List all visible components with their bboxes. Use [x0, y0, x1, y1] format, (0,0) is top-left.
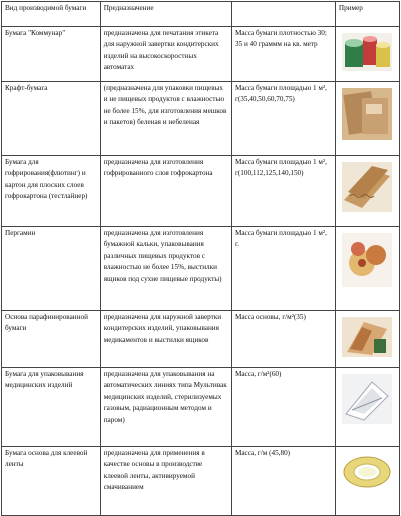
paper-purpose: предназначена для упаковывания на автоматических линиях типа Мультивак медицинских изделий, стерилизуемых газовым, радиационным методом и паром) — [100, 368, 231, 447]
paper-name: Бумага для упаковывания медицинских изделий — [2, 368, 101, 447]
paper-purpose: предназначена для применения в качестве основы в производстве клеевой ленты, активируемой смачиванием — [100, 447, 231, 516]
paper-purpose: предназначена для наружной завертки кондитерских изделий, упаковывания медикаментов и выстилки ящиков — [100, 311, 231, 368]
table-row — [2, 82, 400, 156]
header-example: Пример — [335, 2, 399, 27]
example-cell — [335, 27, 399, 82]
table-row — [2, 447, 400, 516]
paper-mass: Масса, г/м (45,80) — [231, 447, 335, 516]
paper-name: Пергамин — [2, 227, 101, 311]
table-row — [2, 27, 400, 82]
paper-name: Основа парафинированной бумаги — [2, 311, 101, 368]
paper-mass: Масса бумаги площадью 1 м², г(35,40,50,60,70,75) — [231, 82, 335, 156]
paper-rolls-image — [342, 33, 392, 71]
header-mass — [231, 2, 335, 27]
example-cell — [335, 156, 399, 227]
table-row — [2, 156, 400, 227]
paper-name: Бумага "Коммунар" — [2, 27, 101, 82]
paper-mass: Масса основы, г/м²(35) — [231, 311, 335, 368]
medical-wrap-image — [342, 374, 392, 424]
paper-name: Бумага основа для клеевой ленты — [2, 447, 101, 516]
paper-types-table — [1, 1, 400, 516]
paper-purpose: (предназначена для упаковки пищевых и не пищевых продуктов с влажностью не более 15%, для изготовления мешков и пакетов) беленая и небеленая — [100, 82, 231, 156]
example-cell — [335, 82, 399, 156]
kraft-paper-image — [342, 88, 392, 140]
example-cell — [335, 311, 399, 368]
table-row — [2, 368, 400, 447]
paper-name: Крафт-бумага — [2, 82, 101, 156]
example-cell — [335, 227, 399, 311]
table-row — [2, 227, 400, 311]
paper-mass: Масса бумаги площадью 1 м², г(100,112,125,140,150) — [231, 156, 335, 227]
header-type: Вид производимой бумаги — [2, 2, 101, 27]
paper-mass: Масса бумаги плотностью 30; 35 и 40 граммм на кв. метр — [231, 27, 335, 82]
cookies-parchment-image — [342, 233, 392, 287]
paper-purpose: предназначена для печатания этикета для наружной завертки кондитерских изделий на высокоскоростных автоматах — [100, 27, 231, 82]
paper-purpose: предназначена для изготовления гофрированного слоя гофрокартона — [100, 156, 231, 227]
header-purpose: Предназначение — [100, 2, 231, 27]
paper-mass: Масса, г/м²(60) — [231, 368, 335, 447]
paper-mass: Масса бумаги площадью 1 м², г. — [231, 227, 335, 311]
header-row — [2, 2, 400, 27]
adhesive-tape-roll-image — [341, 453, 393, 491]
corrugated-cardboard-image — [342, 162, 392, 212]
paper-name: Бумага для гофрирования(флютинг) и картон для плоских слоев гофрокартона (тестлайнер) — [2, 156, 101, 227]
example-cell — [335, 447, 399, 516]
paper-purpose: предназначена для изготовления бумажной кальки, упаковывания различных пищевых продуктов с влажностью не более 15%, выстилки ящиков под сухие пищевые продукты) — [100, 227, 231, 311]
example-cell — [335, 368, 399, 447]
wax-paper-image — [342, 317, 392, 357]
table-row — [2, 311, 400, 368]
